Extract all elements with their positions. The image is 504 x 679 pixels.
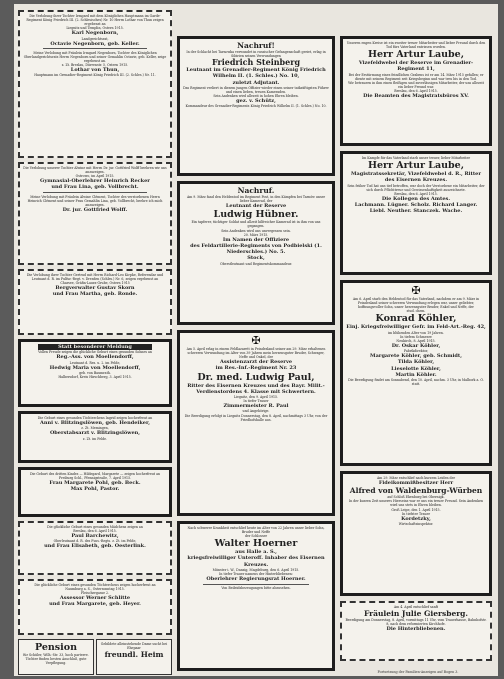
signature-name: Zimmermeister R. Paul	[223, 403, 289, 410]
engagement-notice-recker	[18, 162, 172, 265]
notice-heading: Nachruf!	[237, 41, 275, 50]
signature-title: Die Kollegen des Amtes.	[381, 195, 451, 202]
notice-title: z. Zt. im Felde.	[82, 436, 108, 441]
obituary-steinberg	[177, 36, 335, 176]
notice-name: Gymnasial-Oberlehrer Heinrich Recker	[40, 178, 150, 185]
notice-text: Meine Verlobung mit Fräulein Alwine Clément, Tochter des verstorbenen Herrn Heinrich Clément und seiner Frau Gemahlin Lina, geb. Vollbrecht, beehre ich mich anzuzeigen.	[27, 194, 163, 207]
signature-name: Lieselotte Köhler,	[391, 365, 441, 372]
deceased-rank: Magistratssekretär, Vizefeldwebel d. R., Ritter des Eisernen Kreuzes.	[351, 171, 481, 184]
deceased-rank: Vizefeldwebel der Reserve im Grenadier-Regiment 11,	[358, 60, 474, 73]
notice-name: Anni v. Blitzingslöwen, geb. Hendeiker,	[40, 420, 150, 427]
deceased-rank: stud. chem.	[406, 309, 426, 314]
deceased-name: Herr Artur Laube,	[367, 49, 465, 61]
notice-text: Unseren engen Kreise ist ein zweiter treuer Mitarbeiter und lieber Freund durch den Tod fürs Vaterland entrissen worden.	[346, 41, 486, 50]
obituary-laube-colleagues	[340, 151, 492, 275]
funeral-info: Beerdigung am Donnerstag, 8. April, vormittags 11 Uhr, vom Trauerhause, Bahnhofstr. 8, nach dem reformierten Kirchhofe.	[345, 618, 487, 627]
obituary-koehler	[340, 280, 492, 466]
ad-heading: freundl. Heim	[104, 650, 164, 660]
notice-text: Die glückliche Geburt eines gesunden Töchterchens zeigen hocherfreut an	[34, 583, 156, 587]
deceased-origin: aus Halle a. S.,	[235, 549, 277, 556]
notice-text: In tiefer Trauer namens der Hinterbliebenen:	[219, 571, 293, 576]
notice-name: Bergverwalter Gustav Skorn	[55, 285, 135, 292]
notice-date: Groß Leipe, den 1. April 1915.	[391, 507, 441, 512]
notice-text: im blühenden Alter von 19 Jahren.	[388, 330, 444, 335]
notice-date: Breslau, den 6. April 1915.	[394, 191, 438, 196]
pension-ad	[18, 639, 94, 675]
notice-date: Liegnitz, den 9. April 1915.	[233, 395, 279, 400]
engagement-notice-negenborn	[18, 10, 172, 158]
notice-name: Paul Barchewitz,	[71, 533, 119, 540]
ad-text: Töchter finden besten Anschluß, gute Verpflegung.	[25, 657, 87, 666]
notice-text: In der Schlacht bei Tarnowka verwundet in russischer Gefangenschaft geriet, erlag in Sibirien seinen Verwundungen	[186, 50, 326, 59]
notice-heading: Statt besonderer Meldung	[38, 344, 152, 350]
deceased-name: Herr Artur Laube,	[367, 160, 465, 172]
iron-cross-icon: ✠	[251, 334, 261, 347]
signature-title: des Feldartillerie-Regiments von Podbielski (1. Niederschles.) No. 5.	[190, 242, 322, 256]
notice-name: Reg.-Ass. von Moellendorff,	[56, 354, 134, 361]
deceased-name: Alfred von Waldenburg-Würben	[349, 486, 483, 496]
obituary-hoerner	[177, 521, 335, 671]
deceased-name: Walter Hoerner	[214, 538, 298, 550]
signature-name: Kordetzky,	[401, 515, 431, 522]
signature-title: Wirtschaftsinspektor.	[398, 521, 434, 526]
birth-notice-schlitte	[18, 579, 172, 635]
notice-name: Assessor Werner Schlitte	[59, 595, 131, 602]
notice-name: Dr. jur. Gottfried Wolff.	[62, 206, 128, 213]
notice-date: z. Zt. Breslau, Dürrenstr. 5, Ostern 1915.	[61, 63, 129, 68]
ad-heading: Pension	[34, 642, 78, 653]
funeral-info: Die Beerdigung erfolgt in Liegnitz Donnerstag, den 8. April, nachmittags 3 Uhr, von der Friedhofshalle aus.	[184, 413, 328, 422]
signature-title: und Angehörige.	[242, 409, 270, 414]
home-wanted-ad	[96, 639, 172, 675]
deceased-rank: Einj. Kriegsfreiwilliger Gefr. im Feld-Art.-Reg. 42,	[346, 324, 486, 331]
notice-name: Hedwig Maria von Moellendorff,	[49, 364, 141, 371]
notice-name: Frau Margarete Pohl, geb. Beck.	[49, 480, 141, 487]
notice-text: Meine Verlobung mit Fräulein Irmgard Negenborn, Tochter des Königlichen Oberlandgerichtsrats Herrn Negenborn und seiner Gemahlin Octavie, geb. Keller, zeige ergebenst an.	[23, 50, 167, 64]
notice-text: Die glückliche Geburt eines gesunden Mädchens zeigen an	[47, 525, 143, 529]
notice-title: geb. von Baumrath.	[79, 370, 111, 375]
deceased-rank: Fideikommißbesitzer Herr	[378, 480, 454, 487]
notice-date: Neukirch, 8. April 1915.	[396, 338, 436, 343]
notice-name: Lothar von Thun,	[70, 67, 120, 74]
signature-title: Fabrikdirektor,	[403, 349, 429, 354]
notice-text: Nach schwerer Krankheit entschlief heute im Alter von 22 Jahren unser lieber Sohn, Bruder und Neffe	[187, 526, 325, 535]
deceased-rank: Assistenzarzt der Reserve	[219, 359, 293, 366]
birth-notice-blitzingsloewen	[18, 411, 172, 463]
deceased-name: Dr. med. Ludwig Paul,	[197, 371, 315, 383]
deceased-name: Friedrich Steinberg	[211, 57, 301, 68]
deceased-name: Ludwig Hübner.	[213, 209, 299, 221]
notice-text: Sein früher Tod hat uns tief betroffen, war doch der Verstorbene ein Mitarbeiter, der sich durch Pflichttreue und Gewissenhaftigkeit auszeichnete.	[347, 183, 485, 192]
birth-notice-moellendorff	[18, 339, 172, 407]
birth-notice-barchewitz	[18, 521, 172, 575]
notice-text: Die Verlobung ihrer Tochter Gertrud mit Herrn Richard-Leo Kirpke, Referendar und Leutnant d. R. im Pulfur.-Regt. v. Dresden (Schles.) Nr. 6, zeigen ergebenst an	[26, 273, 164, 282]
deceased-origin: auf Schloß Ekenburg bei Obernigk.	[387, 495, 445, 500]
obituary-huebner	[177, 181, 335, 325]
notice-text: Wir betrauern in ihm einen fleißigen und zuverlässigen Mitarbeiter, der uns allezeit ein lieber Freund war.	[348, 80, 484, 89]
notice-text: Die Geburt des dritten Kindes — Hildegard, Margarete — zeigen hocherfreut an	[29, 472, 161, 476]
notice-date: Freiburg Schl., Pfennigstraße, 7. April 1915.	[58, 476, 132, 481]
notice-text: Bei der Erstürmung eines feindlichen Grabens ist er am 14. März 1915 gefallen; er diente mit seinem Regiment seit Kriegsbeginn und war treu bis in den Tod.	[348, 72, 484, 81]
divider	[43, 192, 147, 193]
notice-text: In der kurzen Zeit unseres Hierseins war er uns ein treuer Freund. Sein Andenken wird uns stets in Ehren bleiben.	[348, 499, 484, 508]
notice-text: Vollen Freude zeigen die glückliche Geburt eines gesunden Sohnes an	[38, 350, 152, 355]
notice-date: Liegnitz und Templin, Ostern 1915.	[66, 26, 124, 31]
notice-date: 20. März 1915.	[243, 232, 269, 237]
notice-name: Oberstabsarzt v. Blitzingslöwen,	[49, 430, 141, 437]
notice-date: Naumburg a. S., Ostersonntag 1915.	[65, 587, 125, 592]
divider	[43, 48, 147, 49]
notice-text: Von Beileidsbezeugungen bitte abzusehen.	[221, 586, 291, 591]
deceased-name: Konrad Köhler,	[375, 313, 457, 325]
notice-date: Breslau, den 6. April 1915.	[73, 529, 117, 534]
obituary-laube-office	[340, 36, 492, 146]
notice-address: Fleischergasse 2.	[80, 591, 110, 596]
notice-text: Das Regiment verliert in diesem jungen Offizier wieder einen seiner tatkräftigsten Führer und einen lieben, treuen Kameraden.	[183, 85, 329, 94]
signature-name: Martin Köhler.	[395, 371, 437, 378]
funeral-info: Die Beerdigung findet am Sonnabend, den 10. April, nachm. 3 Uhr, in Malbork a. O. statt.	[348, 377, 484, 387]
notice-title: z. Zt. Memingen,	[81, 426, 109, 431]
deceased-name: Fräulein Julie Giersberg.	[363, 609, 469, 619]
notice-heading: Nachruf.	[237, 186, 275, 195]
notice-date: Charsee, Gräfin-Laura-Grube, Ostern 1915	[60, 281, 130, 286]
deceased-rank: im Res.-Inf.-Regiment Nr. 23	[215, 365, 297, 372]
notice-text: Am 5. April erlag in einem Feldlazarett in Feindesland seiner am 29. März erhaltenen schweren Verwundung im Alter von 39 Jahren mein herzensguter Bruder, Schwager, Neffe und Onkel, der	[186, 347, 326, 360]
signature-name: Oberlehrer Regierungsrat Hoerner.	[206, 576, 306, 583]
continuation-note: Fortsetzung der Familien-Anzeigen auf Bogen 3.	[377, 670, 459, 674]
signature-name: Dr. Oskar Köhler,	[391, 342, 441, 349]
signature-name: Die Hinterbliebenen.	[386, 626, 446, 633]
notice-text: Ein tapferer, tüchtiger Soldat und allzeit hilfreicher Kamerad ist in ihm von uns gegangen.	[191, 220, 321, 229]
notice-name: und Frau Elisabeth, geb. Oesterlink.	[44, 543, 146, 550]
notice-date: Halbersdorf, Kreis Hirschberg, 3. April 1915.	[58, 374, 132, 379]
deceased-rank: Leutnant der Reserve	[225, 203, 287, 210]
signature-name: Margarete Köhler, geb. Schmidt,	[370, 353, 462, 360]
notice-text: In tiefer Trauer	[243, 399, 269, 404]
notice-title: Leutnant d. Res. u. 2. im Felde,	[69, 360, 121, 365]
engagement-notice-skorn	[18, 269, 172, 335]
notice-title: Oberleutnant d. R. des Fuss.-Regts. z. Zt. im Felde,	[53, 539, 137, 544]
notice-title: Landgerichtsrat,	[81, 36, 109, 41]
notice-text: Am 4. April entschlief sanft	[393, 605, 439, 609]
notice-date: Ostrowo, im April 1915.	[75, 174, 115, 179]
signature-name: Tilda Köhler,	[397, 359, 435, 366]
signature-title: Kommandeur des Grenadier-Regiments König Friedrich Wilhelm II. (1. Schles.) No. 10.	[185, 104, 327, 109]
notice-text: Die Verlobung ihrer Tochter Irmgard mit dem Königlichen Hauptmann im Garde-Regiment König Friedrich III. (2. Schlesisches) Nr. 10 Herrn Lothar von Thun zeigen ergebenst an	[26, 14, 164, 27]
notice-text: Sein Andenken wird allezeit in hohen Ehren bleiben.	[213, 93, 299, 98]
notice-text: Die Geburt eines gesunden Töchterchens Ingrid zeigen hocherfreut an	[37, 416, 153, 420]
deceased-honors: Ritter des Eisernen Kreuzes und des Bayr. Milit.-Verdienstordens 4. Klasse mit Schwertern.	[187, 382, 325, 395]
birth-notice-pohl	[18, 467, 172, 517]
deceased-rank: kriegsfreiwilliger Unteroff. Inhaber des Eisernen Kreuzes.	[187, 555, 325, 568]
signature-name: Die Beamten des Magistratsbüros XV.	[363, 93, 469, 100]
notice-title: Hauptmann im Grenadier-Regiment König Friedrich III. (2. Schles.) Nr. 11.	[34, 73, 156, 78]
notice-name: und Frau Martha, geb. Ronde.	[52, 291, 138, 298]
notice-name: und Frau Lina, geb. Vollbrecht.	[51, 184, 139, 191]
obituary-waldenburg	[340, 471, 492, 596]
signature-name: gez. v. Schütz,	[236, 98, 276, 105]
notice-text: Am 29. März entschlief nach kurzem Leiden der	[377, 476, 455, 480]
notice-text: Die Verlobung unserer Tochter Alwine mit Herrn Dr. jur. Gottfried Wolff beehren wir uns anzuzeigen.	[23, 166, 167, 175]
signature-title: Oberstleutnant und Regimentskommandeur.	[220, 261, 292, 266]
notice-text: Am 6. April starb den Heldentod für das Vaterland, nachdem er am 9. März in Feindesland seiner schweren Verwundung erlegen war, unser geliebter, hoffnungsvoller Sohn, unser herzensguter Bruder, Enkel und Neffe, der	[352, 297, 480, 310]
deceased-rank: Leutnant im Grenadier-Regiment König Friedrich Wilhelm II. (1. Schles.) No. 10,	[186, 67, 326, 80]
notice-text: In tiefem Schmerze	[400, 334, 432, 339]
notice-text: Am 9. März fand den Heldentod im Regiment Post, in den Kämpfen bei Tarnów unser lieber Kamerad, der	[186, 195, 326, 204]
notice-name: Max Pohl, Pastor.	[70, 486, 120, 493]
signature-title: Im Namen der Offiziere	[222, 236, 290, 243]
notice-text: Sein Andenken wird uns unvergessen sein.	[221, 228, 291, 233]
signature-name: Lachmann. Lügner. Scholz. Richard Langer.	[354, 201, 478, 208]
ad-text: für Schüler, Wilh.-Str. 33, hoch parterre.	[23, 653, 89, 657]
notice-date: Breslau, den 6. April 1915.	[394, 88, 438, 93]
notice-text: Im Kampfe für das Vaterland starb unser treuer, lieber Mitarbeiter	[361, 156, 471, 160]
obituary-giersberg	[340, 601, 492, 661]
notice-date: Münster i. W., Danzig, Magdeburg, den 6. April 1915.	[212, 567, 300, 572]
notice-name: und Frau Margarete, geb. Heyer.	[49, 601, 141, 608]
deceased-rank: zuletzt Adjutant.	[232, 79, 280, 86]
divider	[203, 584, 309, 585]
notice-name: Octavie Negenborn, geb. Keller.	[50, 40, 140, 47]
notice-text: In tiefster Trauer	[401, 511, 431, 516]
signature-name: Liebl. Neuther. Stanczek. Wache.	[369, 208, 463, 215]
notice-name: Karl Negenborn,	[71, 30, 119, 37]
obituary-paul	[177, 330, 335, 516]
iron-cross-icon: ✠	[411, 284, 421, 297]
ad-text: Gebildete alleinstehende Dame sucht bei Ehepaar	[100, 642, 168, 651]
signature-name: Stock,	[247, 255, 265, 262]
newspaper-page	[14, 4, 498, 676]
deceased-rank: der Schlosser	[244, 534, 268, 539]
